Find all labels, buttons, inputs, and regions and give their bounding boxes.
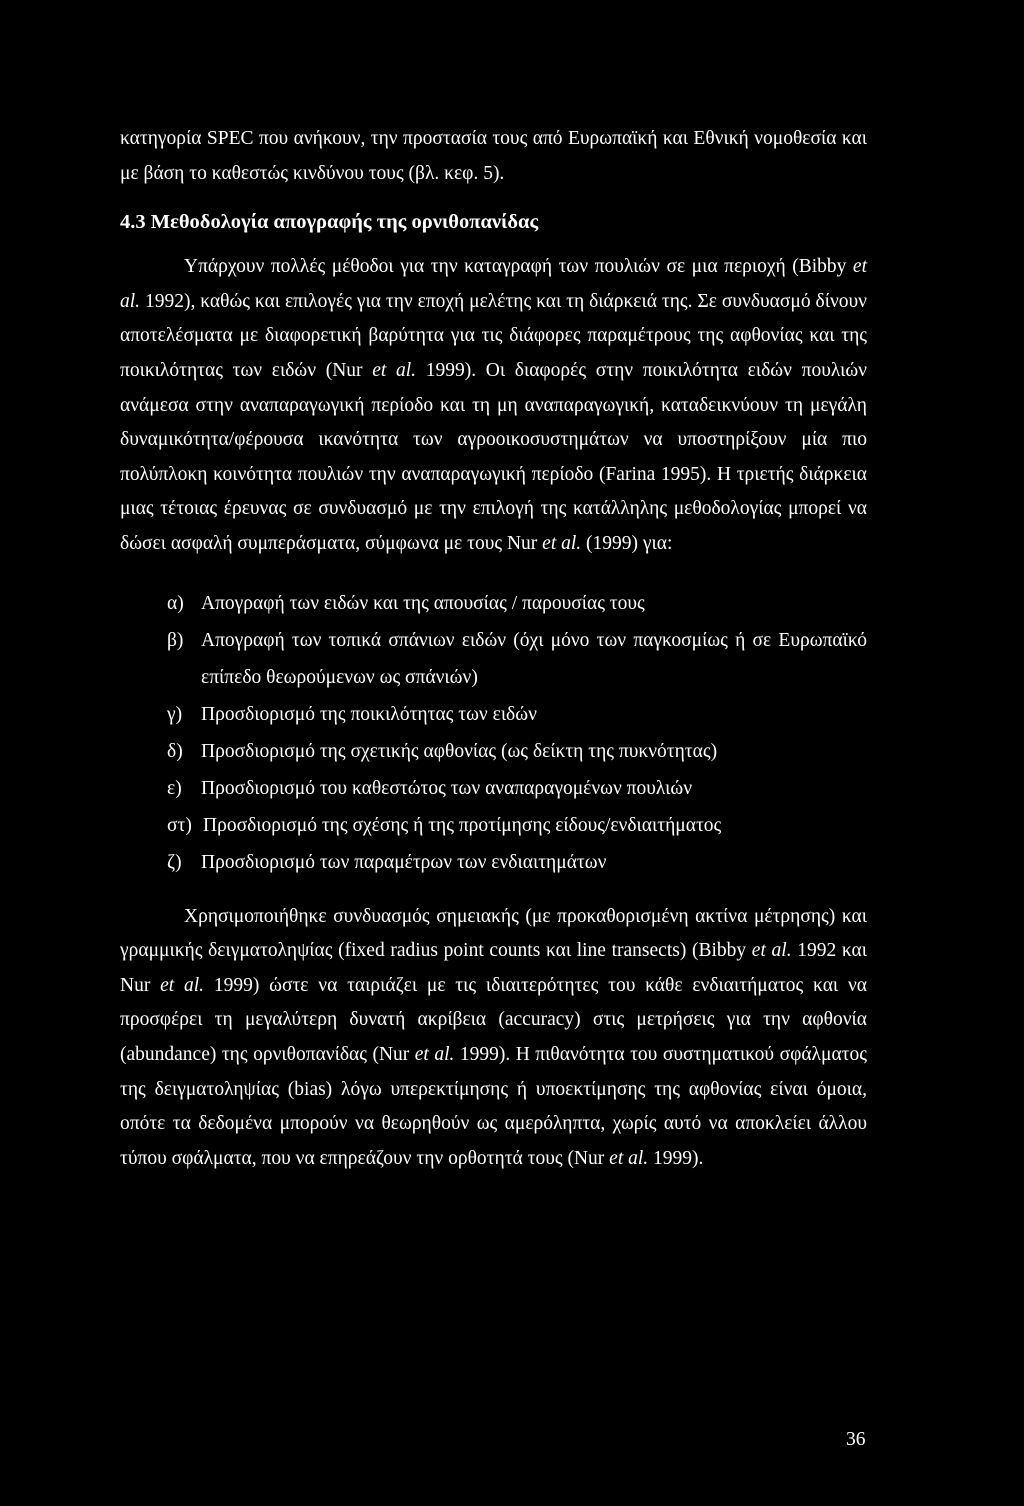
document-page — [120, 122, 867, 1176]
list-item-text: Προσδιορισμό των παραμέτρων των ενδιαιτημάτων — [201, 851, 607, 873]
citation-et-al: et al. — [120, 256, 867, 312]
list-item-text: Προσδιορισμό της ποικιλότητας των ειδών — [201, 703, 537, 725]
list-item-text: Απογραφή των τοπικά σπάνιων ειδών (όχι μόνο των παγκοσμίως ή σε Ευρωπαϊκό επίπεδο θεωρούμενων ως σπάνιών) — [201, 629, 867, 688]
list-item — [167, 733, 867, 770]
list-marker: β) — [167, 629, 184, 651]
list-marker: α) — [167, 592, 184, 614]
list-marker: στ) — [167, 814, 192, 836]
citation-et-al: et al. — [609, 1147, 649, 1169]
text-run: 1999) ώστε να ταιριάζει με τις ιδιαιτερότητες του κάθε ενδιαιτήματος και να προσφέρει τη μεγαλύτερη δυνατή ακρίβεια (accuracy) στις μετρήσεις για την αφθονία (abundance) της ορνιθοπανίδας (Nur — [120, 974, 867, 1065]
list-item — [167, 770, 867, 807]
list-item-text: Απογραφή των ειδών και της απουσίας / παρουσίας τους — [201, 592, 645, 614]
text-run: 1999). Οι διαφορές στην ποικιλότητα ειδών πουλιών ανάμεσα στην αναπαραγωγική περίοδο και τη μη αναπαραγωγική, καταδεικνύουν τη μεγάλη δυναμικότητα/φέρουσα ικανότητα των αγροοικοσυστημάτων να υποστηρίξουν μία πιο πολύπλοκη κοινότητα πουλιών την αναπαραγωγική περίοδο (Farina 1995). Η τριετής διάρκεια μιας τέτοιας έρευνας σε συνδυασμό με την επιλογή της κατάλληλης μεθοδολογίας μπορεί να δώσει ασφαλή συμπεράσματα, σύμφωνα με τους Nur — [120, 359, 867, 554]
intro-paragraph: κατηγορία SPEC που ανήκουν, την προστασία τους από Ευρωπαϊκή και Εθνική νομοθεσία και με βάση το καθεστώς κινδύνου τους (βλ. κεφ. 5). — [120, 128, 867, 184]
list-item — [167, 585, 867, 622]
list-marker: δ) — [167, 740, 183, 762]
text-run: Υπάρχουν πολλές μέθοδοι για την καταγραφή των πουλιών σε μια περιοχή (Bibby — [184, 256, 853, 278]
list-item-text: Προσδιορισμό του καθεστώτος των αναπαραγομένων πουλιών — [201, 777, 693, 799]
text-run: 1992 και Nur — [120, 940, 867, 996]
text-run: 1999). — [648, 1147, 704, 1169]
citation-et-al: et al. — [160, 974, 205, 996]
citation-et-al: et al. — [751, 940, 792, 962]
list-item-text: Προσδιορισμό της σχετικής αφθονίας (ως δείκτη της πυκνότητας) — [201, 740, 718, 762]
citation-et-al: et al. — [542, 532, 582, 554]
list-item — [167, 696, 867, 733]
list-marker: ε) — [167, 777, 182, 799]
list-marker: ζ) — [167, 851, 182, 873]
page-number: 36 — [846, 1429, 866, 1450]
objectives-list — [120, 585, 867, 881]
text-run: (1999) για: — [581, 532, 673, 554]
list-marker: γ) — [167, 703, 183, 725]
citation-et-al: et al. — [414, 1043, 455, 1065]
text-run: Χρησιμοποιήθηκε συνδυασμός σημειακής (με προκαθορισμένη ακτίνα μέτρησης) και γραμμικής δειγματοληψίας (fixed radius point counts και line transects) (Bibby — [120, 905, 867, 962]
text-run: 1992), καθώς και επιλογές για την εποχή μελέτης και τη διάρκειά της. Σε συνδυασμό δίνουν αποτελέσματα με διαφορετική βαρύτητα για τις διάφορες παραμέτρους της αφθονίας και της ποικιλότητας των ειδών (Nur — [120, 290, 867, 381]
section-heading: 4.3 Μεθοδολογία απογραφής της ορνιθοπανίδας — [120, 211, 539, 234]
list-item-text: Προσδιορισμό της σχέσης ή της προτίμησης είδους/ενδιαιτήματος — [203, 814, 722, 836]
list-item — [167, 622, 867, 696]
methodology-paragraph — [120, 250, 867, 561]
list-item — [167, 844, 867, 881]
sampling-paragraph — [120, 900, 867, 1177]
citation-et-al: et al. — [372, 359, 417, 381]
text-run: 1999). Η πιθανότητα του συστηματικού σφάλματος της δειγματοληψίας (bias) λόγω υπερεκτίμησης ή υποεκτίμησης της αφθονίας είναι όμοια, οπότε τα δεδομένα μπορούν να θεωρηθούν ως αμερόληπτα, χωρίς αυτό να αποκλείει άλλου τύπου σφάλματα, που να επηρεάζουν την ορθοτητά τους (Nur — [120, 1043, 867, 1169]
list-item — [167, 807, 867, 844]
